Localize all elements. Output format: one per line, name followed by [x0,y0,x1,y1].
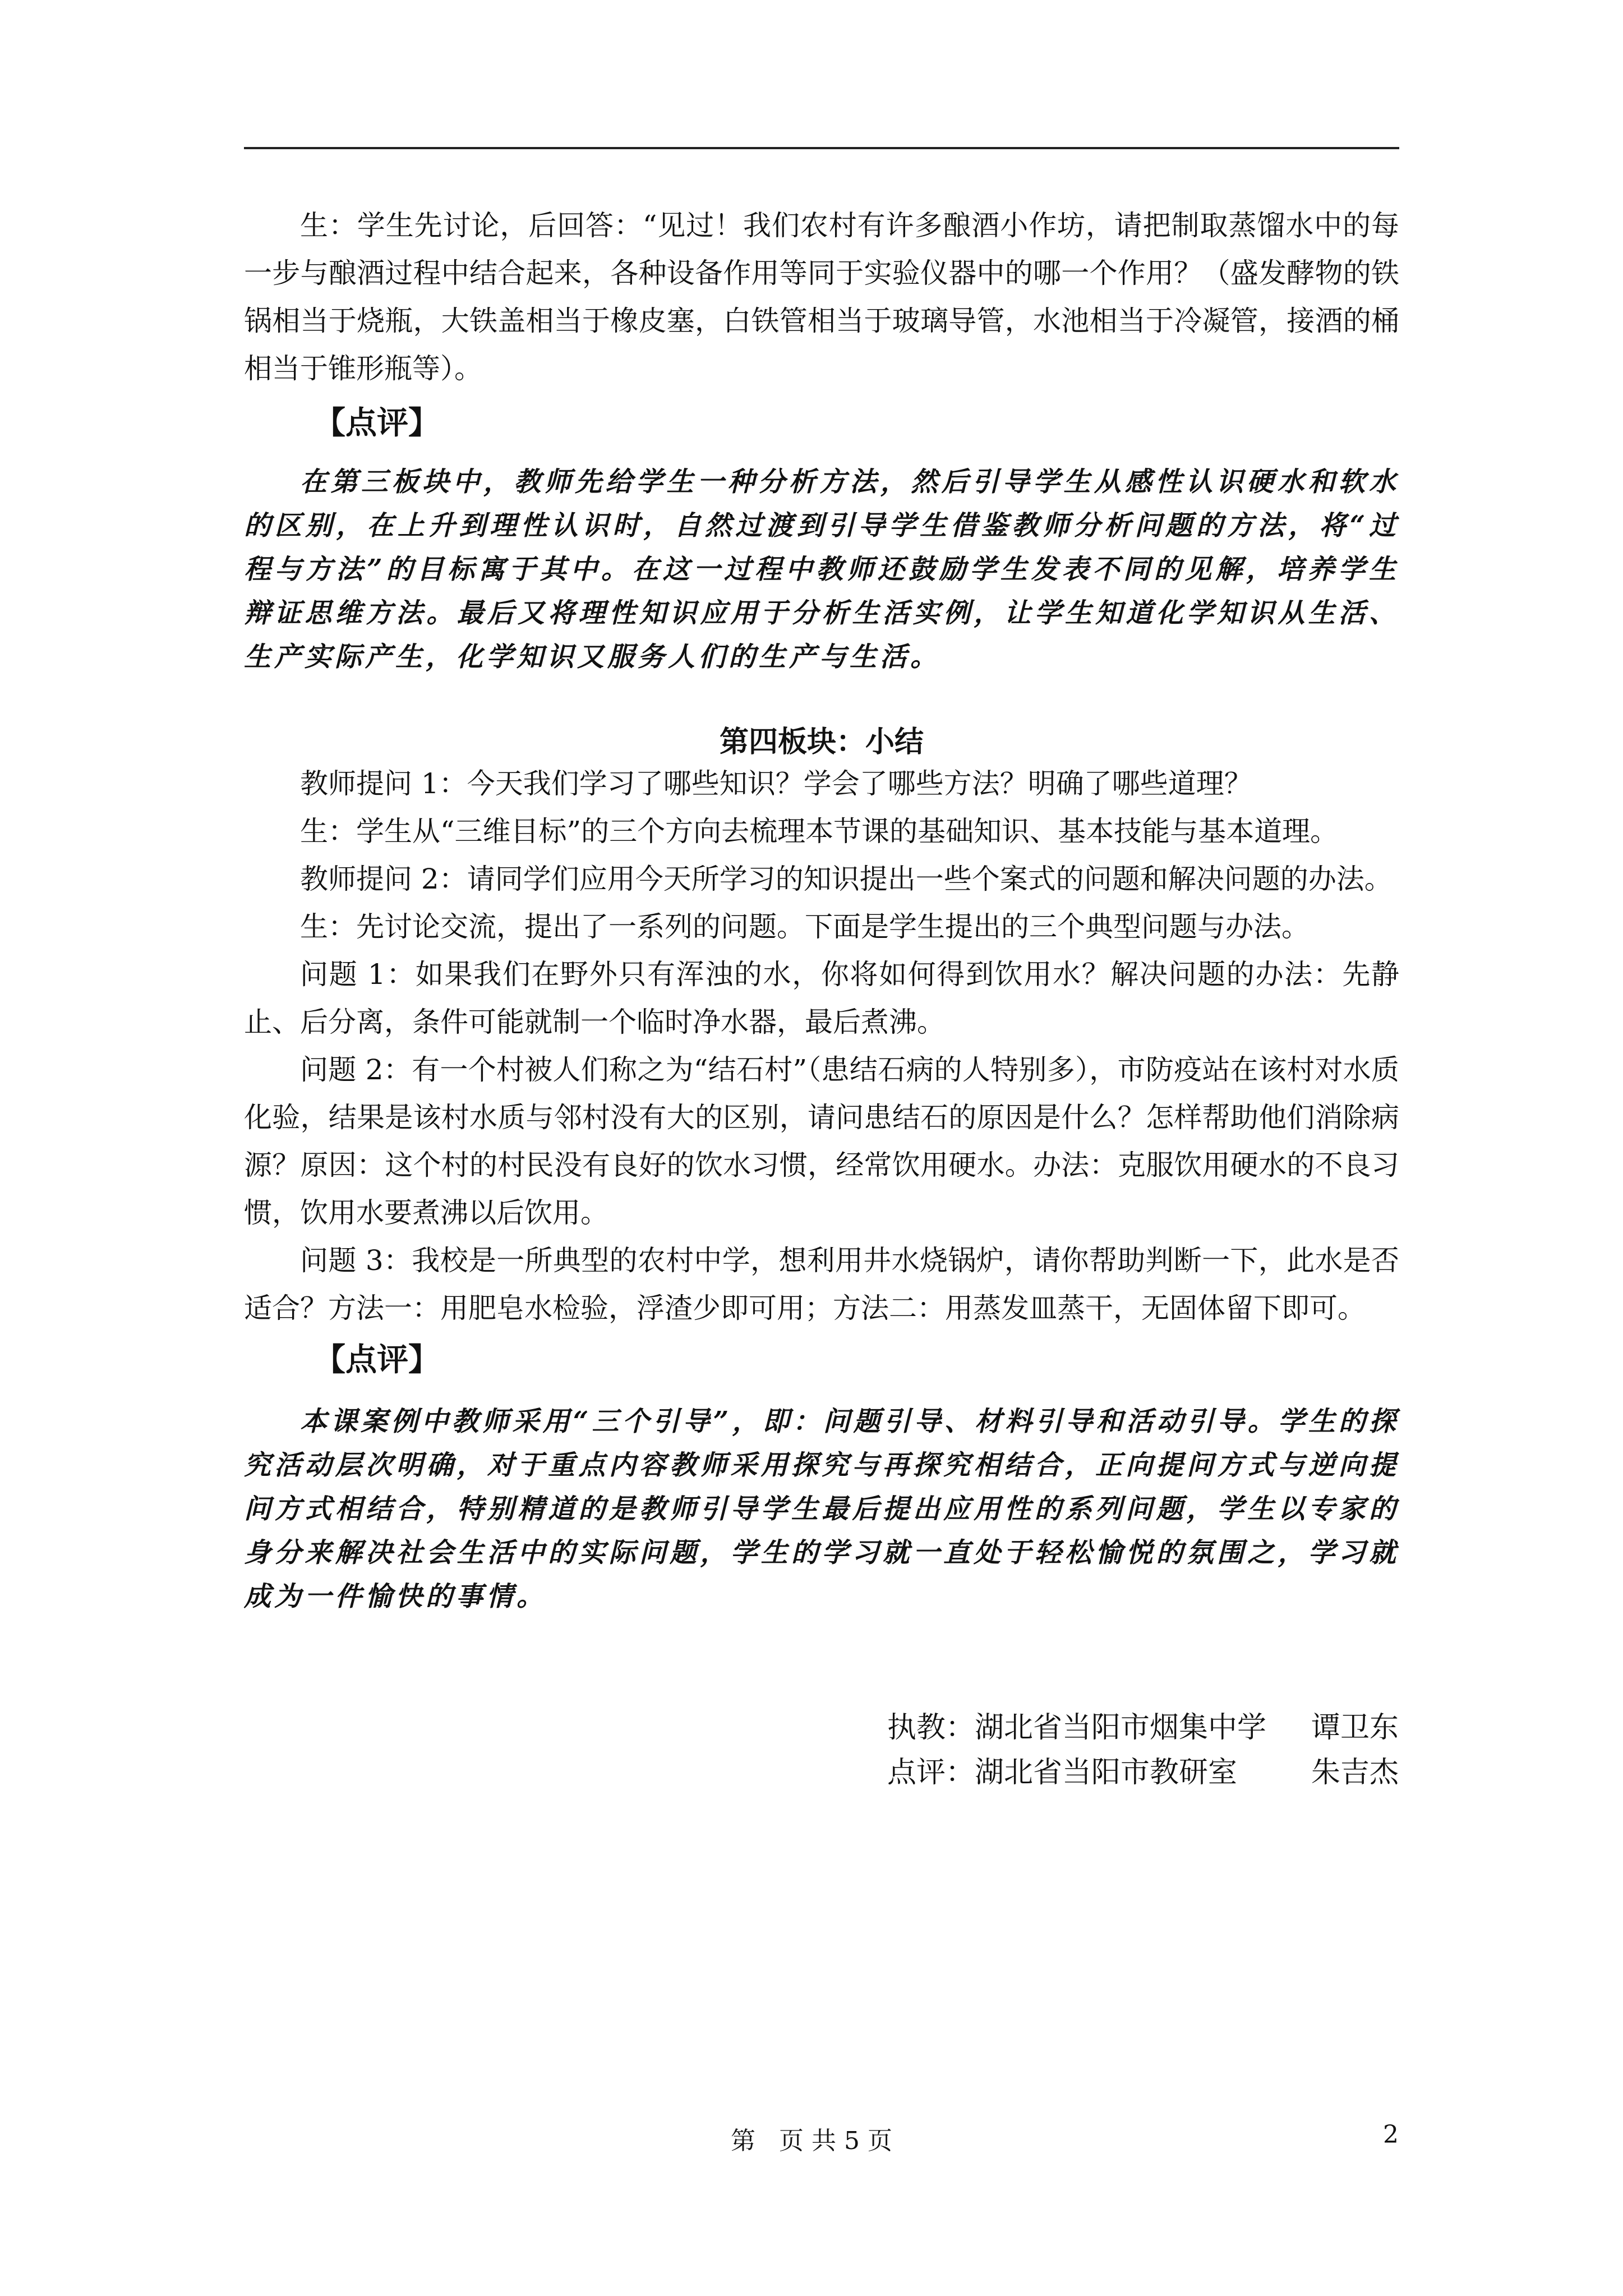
page-number: 2 [1383,2120,1399,2149]
section4-paragraph: 问题 3：我校是一所典型的农村中学，想利用井水烧锅炉，请你帮助判断一下，此水是否适合？方法一：用肥皂水检验，浮渣少即可用；方法二：用蒸发皿蒸干，无固体留下即可。 [244,1244,1399,1324]
review2-heading: 【点评】 [314,1342,440,1378]
section4-paragraph: 生：先讨论交流，提出了一系列的问题。下面是学生提出的三个典型问题与办法。 [300,910,1310,943]
review1-heading: 【点评】 [314,405,440,441]
section4-paragraph: 生：学生从“三维目标”的三个方向去梳理本节课的基础知识、基本技能与基本道理。 [300,815,1339,848]
signature-block [887,1705,1399,1795]
review1-text: 在第三板块中，教师先给学生一种分析方法，然后引导学生从感性认识硬水和软水的区别，在上升到理性认识时，自然过渡到引导学生借鉴教师分析问题的方法，将“过程与方法”的目标寓于其中。在这一过程中教师还鼓励学生发表不同的见解，培养学生辩证思维方法。最后又将理性知识应用于分析生活实例，让学生知道化学知识从生活、生产实际产生，化学知识又服务人们的生产与生活。 [244,466,1399,673]
signature-teacher-name: 谭卫东 [1311,1711,1399,1745]
review1-heading-block [314,398,1469,443]
section4-body [244,760,1399,1332]
review2-text: 本课案例中教师采用“三个引导”，即：问题引导、材料引导和活动引导。学生的探究活动层次明确，对于重点内容教师采用探究与再探究相结合，正向提问方式与逆向提问方式相结合，特别精道的是教师引导学生最后提出应用性的系列问题，学生以专家的身分来解决社会生活中的实际问题，学生的学习就一直处于轻松愉悦的氛围之，学习就成为一件愉快的事情。 [244,1406,1399,1612]
review1-block [244,460,1399,679]
section4-paragraph: 教师提问 1：今天我们学习了哪些知识？学会了哪些方法？明确了哪些道理？ [300,767,1252,800]
signature-teacher-row [887,1705,1399,1750]
student-answer-block [244,202,1399,393]
page-footer: 第 页 共 5 页 [731,2127,892,2155]
section4-title: 第四板块：小结 [719,725,924,759]
review2-block [244,1400,1399,1618]
section4-paragraph: 问题 2：有一个村被人们称之为“结石村”（患结石病的人特别多），市防疫站在该村对水质化验，结果是该村水质与邻村没有大的区别，请问患结石的原因是什么？怎样帮助他们消除病源？原因：这个村的村民没有良好的饮水习惯，经常饮用硬水。办法：克服饮用硬水的不良习惯，饮用水要煮沸以后饮用。 [244,1053,1399,1229]
signature-reviewer-row [887,1750,1399,1795]
section4-paragraph: 问题 1：如果我们在野外只有浑浊的水，你将如何得到饮用水？解决问题的办法：先静止、后分离，条件可能就制一个临时净水器，最后煮沸。 [244,958,1399,1038]
signature-reviewer-label: 点评： [887,1756,975,1789]
student-answer-paragraph: 生：学生先讨论，后回答：“见过！我们农村有许多酿酒小作坊，请把制取蒸馏水中的每一步与酿酒过程中结合起来，各种设备作用等同于实验仪器中的哪一个作用？（盛发酵物的铁锅相当于烧瓶，大铁盖相当于橡皮塞，白铁管相当于玻璃导管，水池相当于冷凝管，接酒的桶相当于锥形瓶等）。 [244,209,1399,385]
signature-teacher-place: 湖北省当阳市烟集中学 [974,1711,1266,1745]
signature-teacher-label: 执教： [887,1711,975,1745]
review2-heading-block [314,1335,1469,1380]
signature-reviewer-name: 朱吉杰 [1311,1756,1399,1789]
signature-reviewer-place: 湖北省当阳市教研室 [974,1756,1237,1789]
section4-paragraph: 教师提问 2：请同学们应用今天所学习的知识提出一些个案式的问题和解决问题的办法。 [300,863,1393,895]
header-rule [244,147,1399,149]
